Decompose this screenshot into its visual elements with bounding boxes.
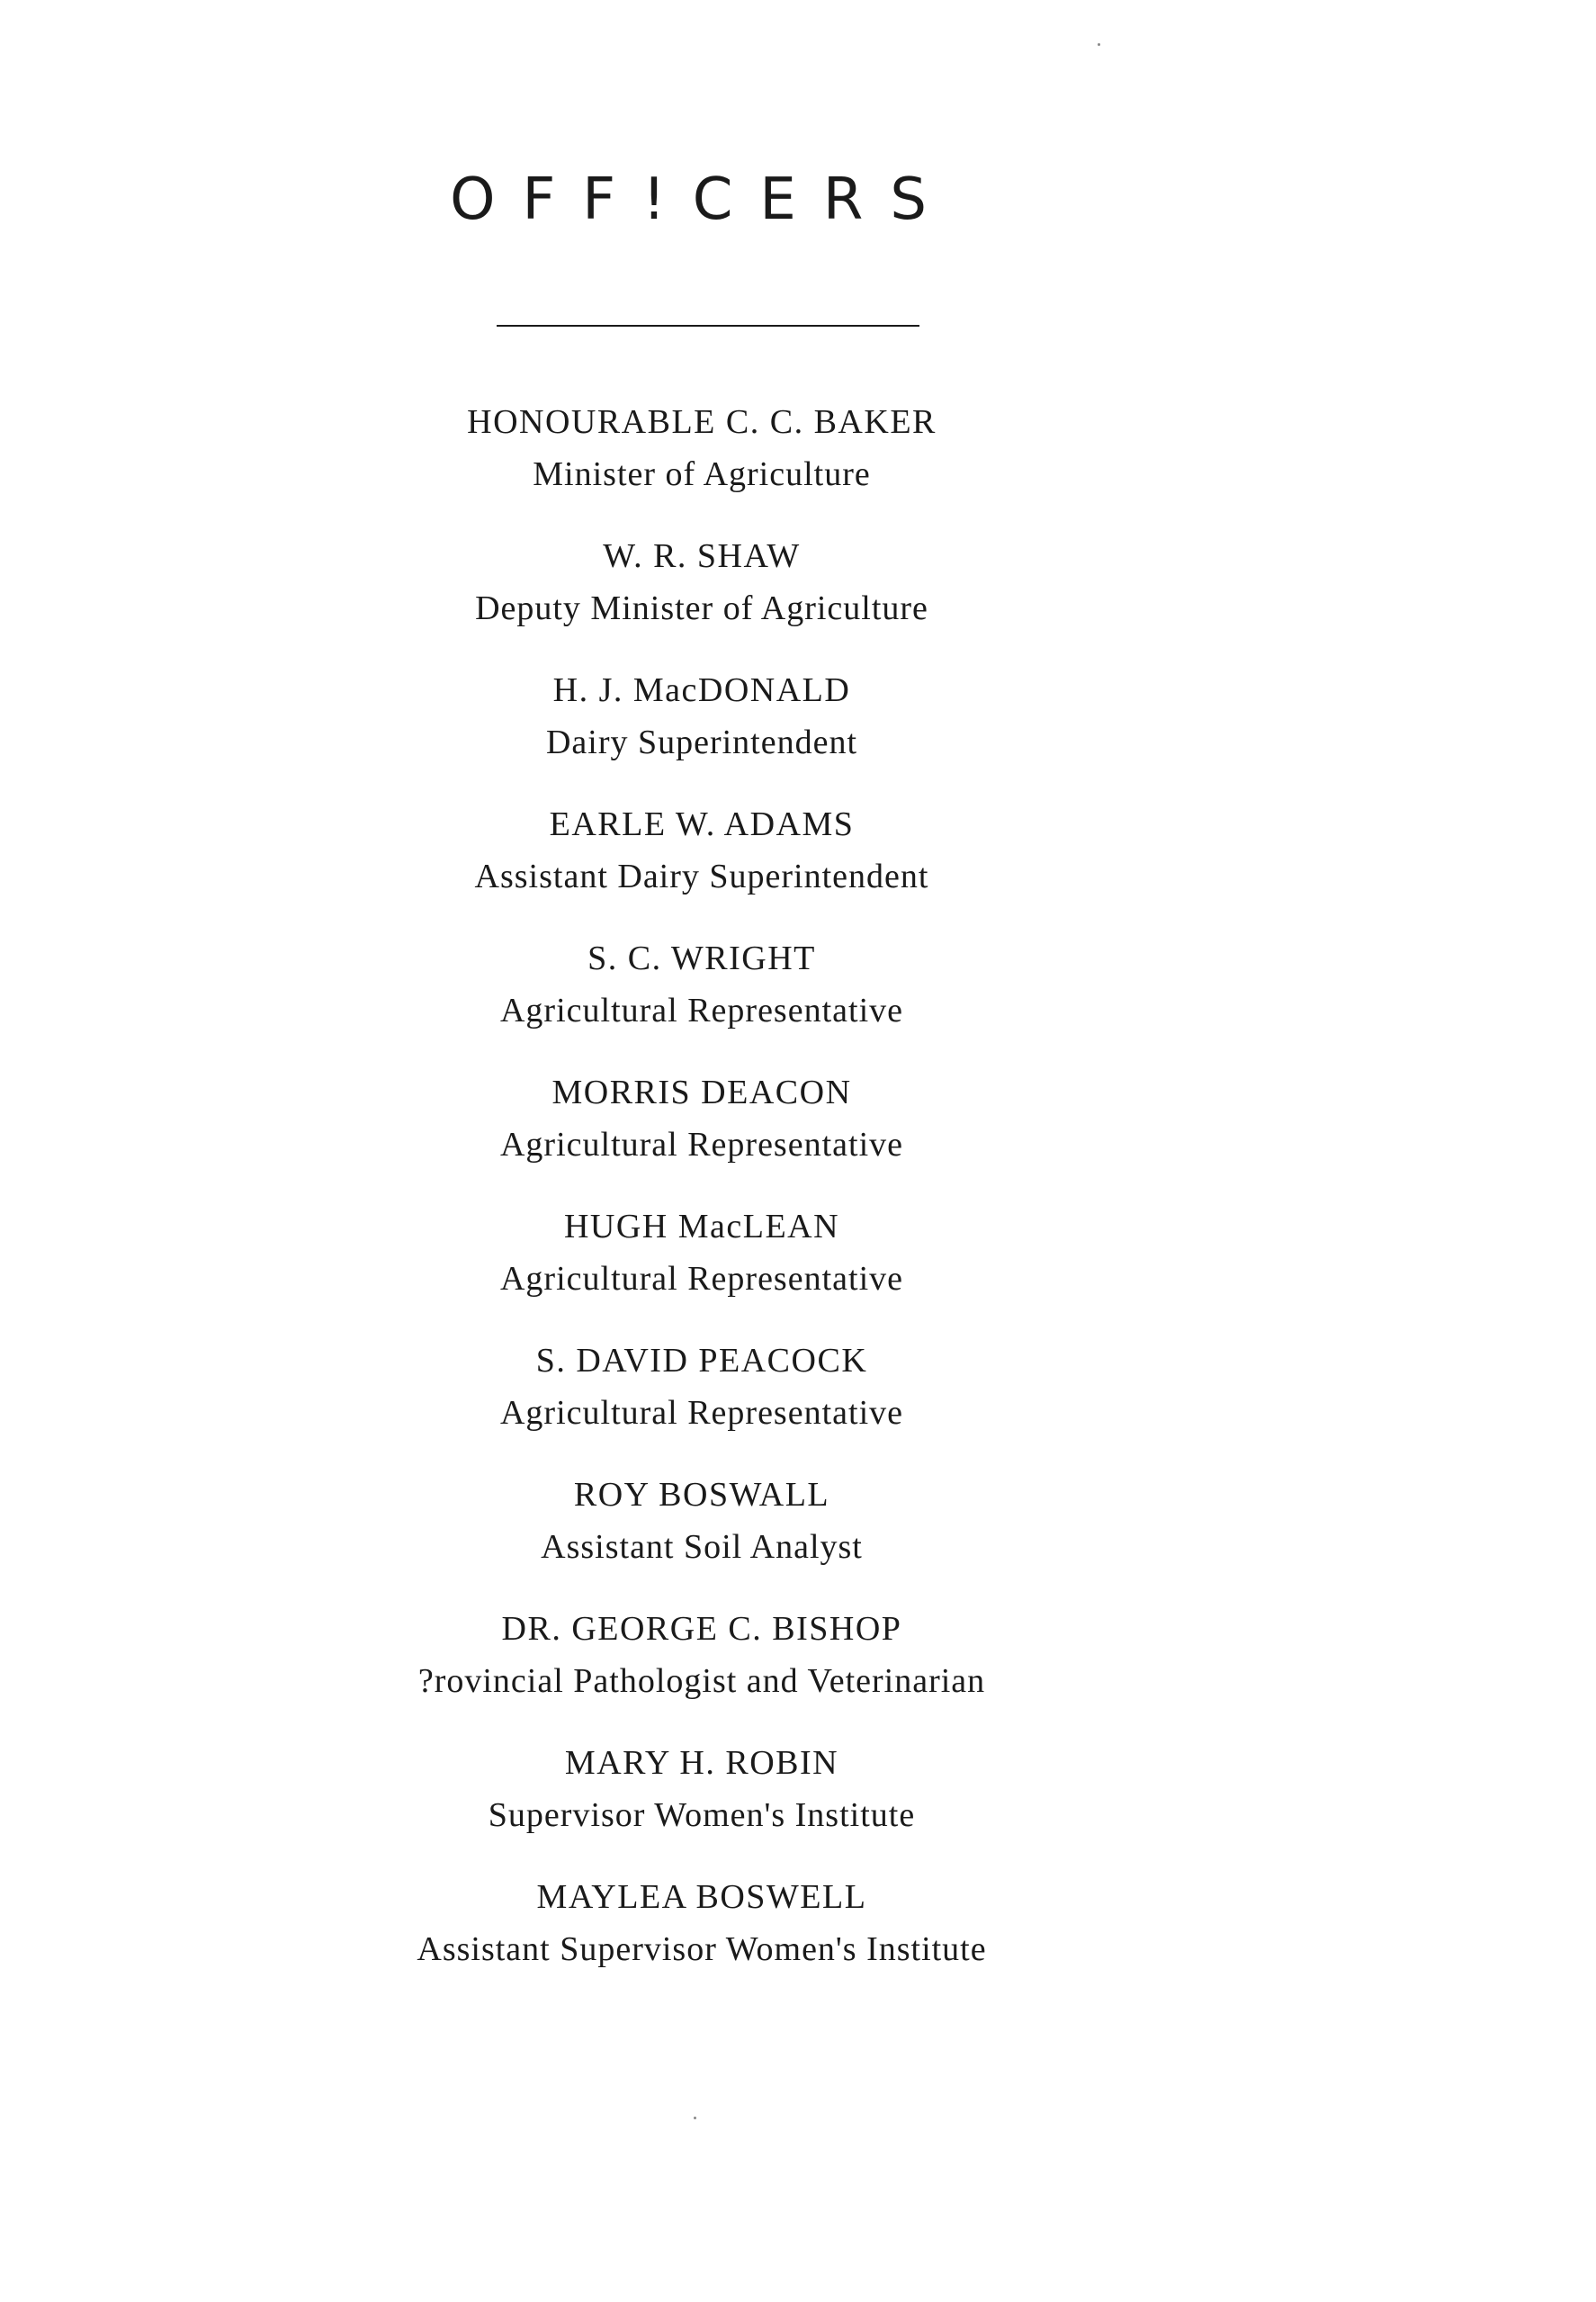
officer-name: S. DAVID PEACOCK <box>535 1342 868 1380</box>
officer-title: Agricultural Representative <box>499 1126 903 1164</box>
officer-entry <box>0 1335 1403 1439</box>
officer-entry <box>0 1871 1403 1975</box>
officer-name: EARLE W. ADAMS <box>549 805 855 843</box>
officer-entry <box>0 932 1403 1037</box>
officer-title: ?rovincial Pathologist and Veterinarian <box>417 1662 986 1700</box>
officer-entry <box>0 1737 1403 1841</box>
officer-name: MORRIS DEACON <box>551 1074 852 1111</box>
officer-title: Agricultural Representative <box>499 1260 903 1298</box>
officer-name: HUGH MacLEAN <box>563 1208 840 1245</box>
officer-name: H. J. MacDONALD <box>552 671 851 709</box>
officer-entry <box>0 1469 1403 1573</box>
officer-title: Supervisor Women's Institute <box>488 1796 916 1834</box>
officer-title: Assistant Dairy Superintendent <box>474 858 929 895</box>
officer-name: HONOURABLE C. C. BAKER <box>467 403 937 441</box>
officer-entry <box>0 396 1403 500</box>
officer-name: W. R. SHAW <box>603 537 801 575</box>
officer-title: Dairy Superintendent <box>545 724 858 761</box>
officers-list <box>0 396 1403 2005</box>
scan-speck <box>1098 43 1100 46</box>
page-heading: OFF!CERS <box>450 166 954 233</box>
scan-speck <box>694 2117 696 2119</box>
officer-name: MARY H. ROBIN <box>564 1744 839 1782</box>
officer-entry <box>0 1066 1403 1171</box>
officer-name: ROY BOSWALL <box>573 1476 830 1514</box>
officer-title: Agricultural Representative <box>499 1394 903 1432</box>
officer-title: Minister of Agriculture <box>533 455 871 493</box>
officer-entry <box>0 530 1403 634</box>
officer-title: Deputy Minister of Agriculture <box>475 589 928 627</box>
officer-name: DR. GEORGE C. BISHOP <box>501 1610 902 1648</box>
officer-entry <box>0 664 1403 769</box>
heading-rule <box>497 325 919 327</box>
officer-entry <box>0 798 1403 903</box>
officer-name: MAYLEA BOSWELL <box>536 1878 867 1916</box>
officer-title: Assistant Soil Analyst <box>541 1528 863 1566</box>
officer-entry <box>0 1603 1403 1707</box>
officer-name: S. C. WRIGHT <box>587 940 816 977</box>
officer-entry <box>0 1200 1403 1305</box>
officer-title: Assistant Supervisor Women's Institute <box>417 1930 987 1968</box>
officer-title: Agricultural Representative <box>499 992 903 1030</box>
